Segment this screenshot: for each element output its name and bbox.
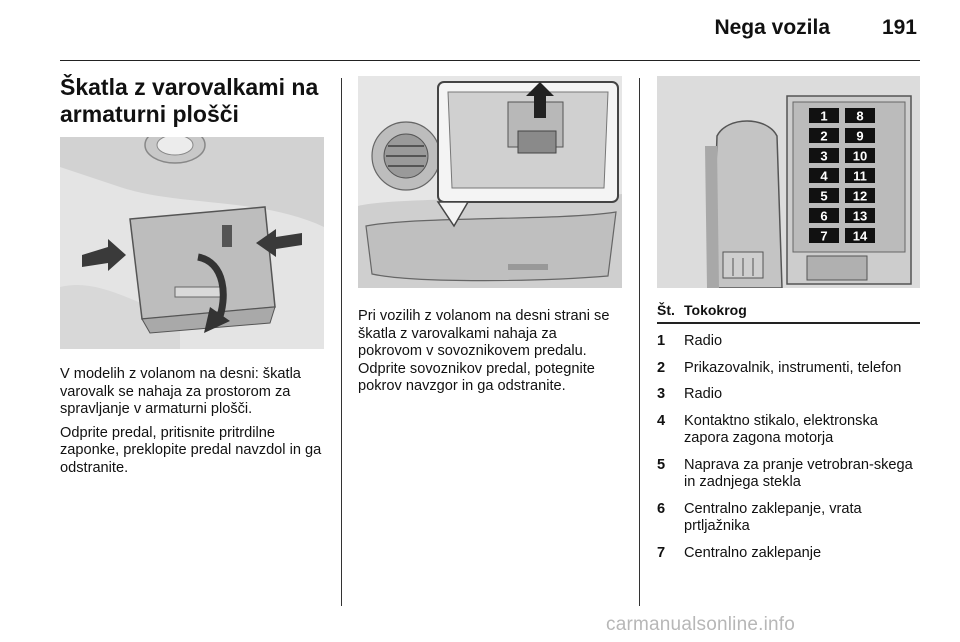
fuse-label: 1: [820, 108, 828, 124]
fuse-table-header: [657, 302, 920, 324]
column-1: [60, 74, 324, 483]
watermark: carmanualsonline.info: [606, 614, 796, 635]
fuse-table-body: [657, 333, 920, 562]
fuse-circuit: Kontaktno stikalo, elektronska zapora zagona motorja: [684, 412, 878, 446]
fuse-number: 4: [657, 412, 666, 429]
table-row: [657, 457, 920, 492]
fuse-number: 6: [657, 500, 666, 517]
fuse-circuit: Centralno zaklepanje: [684, 544, 822, 561]
fuse-number: 7: [657, 544, 666, 561]
fuse-number: 5: [657, 456, 666, 473]
fuse-label: 12: [852, 188, 868, 204]
fuse-label: 11: [853, 168, 867, 184]
page-header-title: Nega vozila: [714, 16, 830, 39]
fuse-label: 14: [852, 228, 868, 244]
fuse-circuit: Radio: [684, 333, 723, 349]
fuse-number: 3: [657, 386, 666, 402]
glovebox-removal-illustration: [60, 137, 324, 349]
fuse-label: 3: [820, 148, 828, 164]
paragraph: V modelih z volanom na desni: škatla varovalk se nahaja za prostorom za spravljanje v armaturni plošči.: [60, 366, 301, 417]
fuse-label: 7: [820, 228, 828, 244]
column-3: [657, 76, 920, 562]
fuse-label: 8: [856, 108, 864, 124]
paragraph: Pri vozilih z volanom na desni strani se škatla z varovalkami nahaja za pokrovom v sovoznikovem predalu. Odprite sovoznikov predal, potegnite pokrov navzgor in ga odstranite.: [358, 308, 610, 394]
fuse-label: 6: [820, 208, 828, 224]
column-2: [358, 76, 622, 402]
fuse-label: 9: [856, 128, 864, 144]
fuse-number: 1: [657, 333, 666, 349]
passenger-glovebox-illustration: [358, 76, 622, 288]
table-row: [657, 386, 920, 404]
fuse-number: 2: [657, 359, 666, 376]
table-row: [657, 545, 920, 563]
column-divider-2: [639, 78, 640, 606]
table-row: [657, 360, 920, 378]
fuse-circuit: Naprava za pranje vetrobran-skega in zadnjega stekla: [684, 456, 913, 490]
header-rule: [60, 60, 920, 61]
column-header-number: Št.: [657, 302, 675, 318]
table-row: [657, 501, 920, 536]
fuse-label: 5: [820, 188, 828, 204]
page-number: 191: [881, 16, 917, 39]
paragraph: Odprite predal, pritisnite pritrdilne zaponke, preklopite predal navzdol in ga odstranite.: [60, 424, 322, 476]
table-row: [657, 333, 920, 351]
fuse-label: 4: [820, 168, 828, 184]
section-title: Škatla z varovalkami na armaturni plošči: [60, 74, 319, 127]
fuse-circuit: Centralno zaklepanje, vrata prtljažnika: [684, 500, 862, 534]
fuse-box-illustration: [657, 76, 920, 288]
fuse-label: 13: [852, 208, 868, 224]
column-header-circuit: Tokokrog: [684, 302, 747, 318]
fuse-label: 10: [852, 148, 868, 164]
fuse-circuit: Radio: [684, 386, 723, 402]
fuse-label: 2: [820, 128, 828, 144]
fuse-circuit: Prikazovalnik, instrumenti, telefon: [684, 359, 902, 376]
table-row: [657, 413, 920, 448]
column-divider-1: [341, 78, 342, 606]
